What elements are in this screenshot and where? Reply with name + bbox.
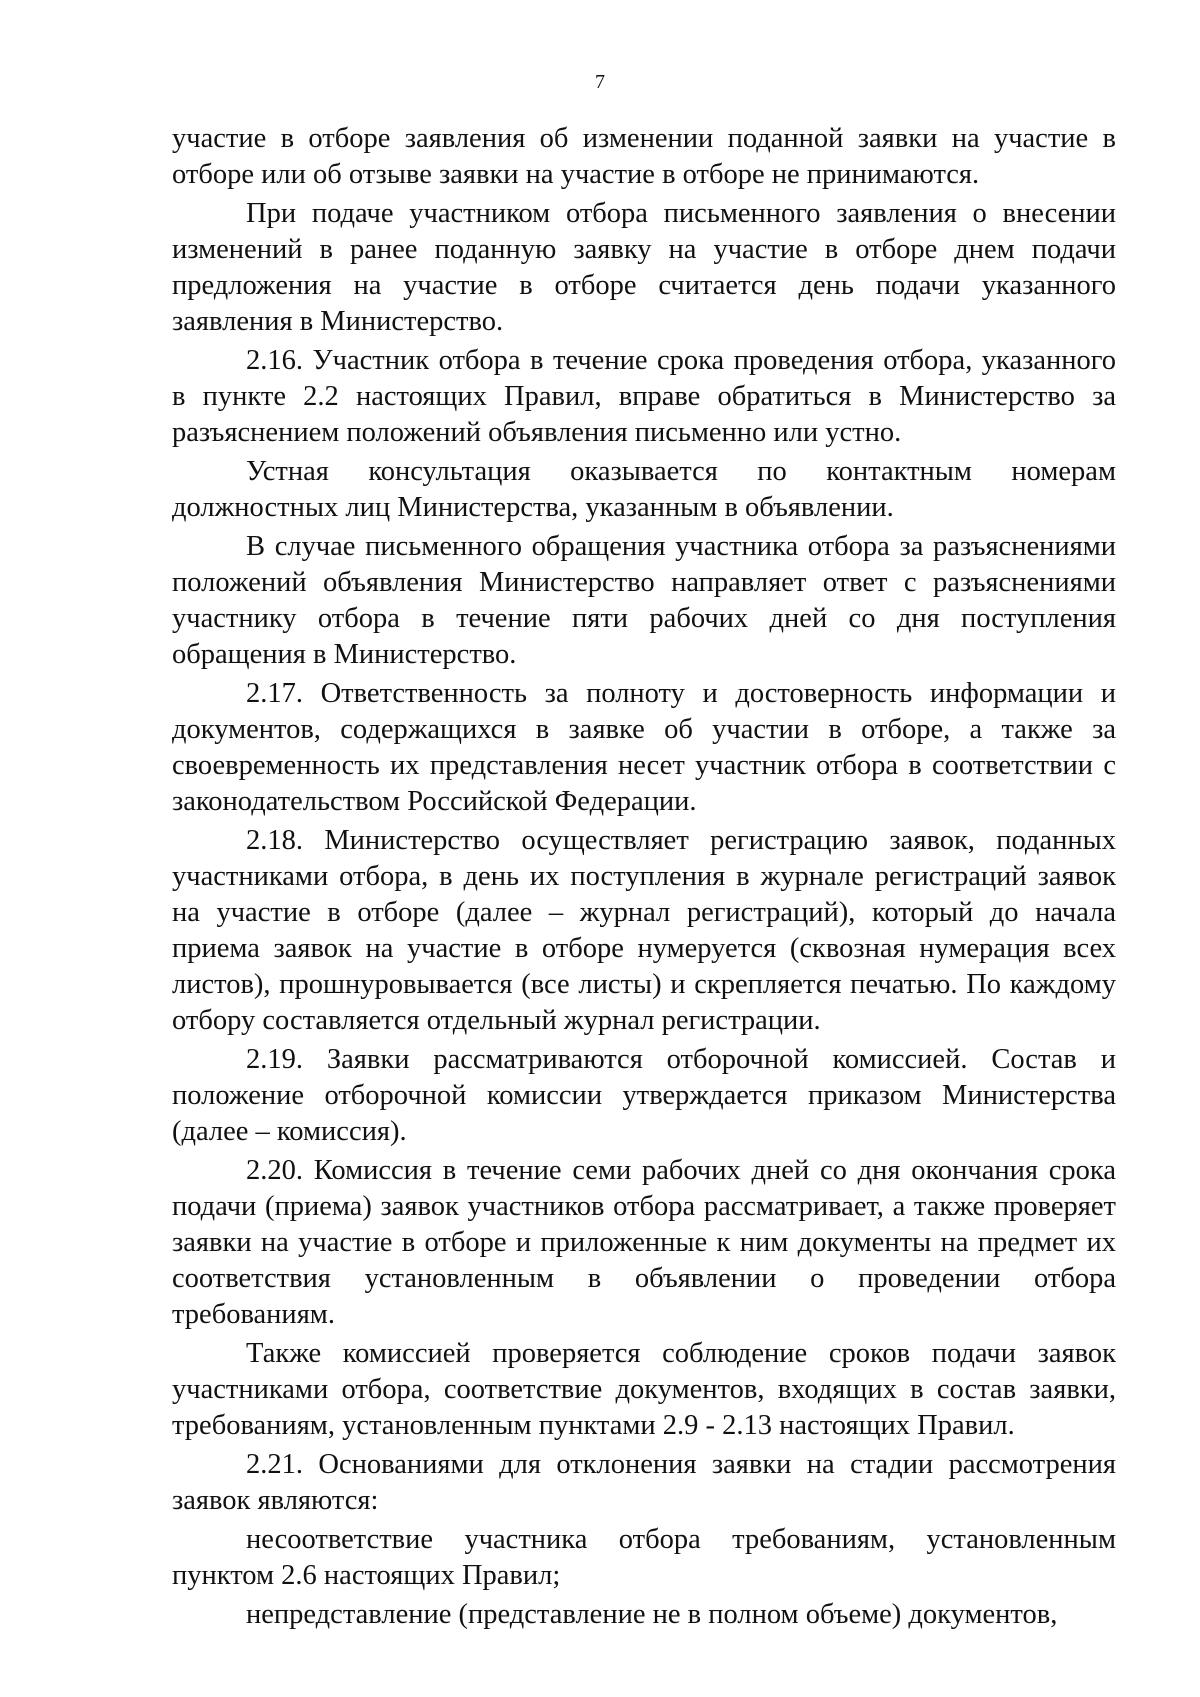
paragraph-rejection-reason-2: непредставление (представление не в полном объеме) документов, <box>246 1599 1058 1630</box>
document-body <box>172 121 1116 1633</box>
paragraph-oral-consultation: Устная консультация оказывается по контактным номерам должностных лиц Министерства, указанным в объявлении. <box>172 456 1116 523</box>
paragraph-written-inquiry: В случае письменного обращения участника отбора за разъяснениями положений объявления Министерство направляет ответ с разъяснениями участнику отбора в течение пяти рабочих дней со дня поступления обращения в Министерство. <box>172 531 1116 670</box>
paragraph-amendment-submission: При подаче участником отбора письменного заявления о внесении изменений в ранее поданную заявку на участие в отборе днем подачи предложения на участие в отборе считается день подачи указанного заявления в Министерство. <box>172 198 1116 337</box>
page-number: 7 <box>595 71 605 93</box>
paragraph-2-17: 2.17. Ответственность за полноту и достоверность информации и документов, содержащихся в заявке об участии в отборе, а также за своевременность их представления несет участник отбора в соответствии с законодательством Российской Федерации. <box>172 678 1116 817</box>
paragraph-continuation: участие в отборе заявления об изменении поданной заявки на участие в отборе или об отзыве заявки на участие в отборе не принимаются. <box>172 123 1116 190</box>
paragraph-rejection-reason-1: несоответствие участника отбора требованиям, установленным пунктом 2.6 настоящих Правил; <box>172 1524 1116 1591</box>
paragraph-2-20: 2.20. Комиссия в течение семи рабочих дней со дня окончания срока подачи (приема) заявок участников отбора рассматривает, а также проверяет заявки на участие в отборе и приложенные к ним документы на предмет их соответствия установленным в объявлении о проведении отбора требованиям. <box>172 1155 1116 1330</box>
paragraph-deadline-check: Также комиссией проверяется соблюдение сроков подачи заявок участниками отбора, соответствие документов, входящих в состав заявки, требованиям, установленным пунктами 2.9 - 2.13 настоящих Правил. <box>172 1338 1116 1441</box>
paragraph-2-18: 2.18. Министерство осуществляет регистрацию заявок, поданных участниками отбора, в день их поступления в журнале регистраций заявок на участие в отборе (далее – журнал регистраций), который до начала приема заявок на участие в отборе нумеруется (сквозная нумерация всех листов), прошнуровывается (все листы) и скрепляется печатью. По каждому отбору составляется отдельный журнал регистрации. <box>172 825 1116 1036</box>
paragraph-2-21: 2.21. Основаниями для отклонения заявки на стадии рассмотрения заявок являются: <box>172 1449 1116 1516</box>
paragraph-2-16: 2.16. Участник отбора в течение срока проведения отбора, указанного в пункте 2.2 настоящих Правил, вправе обратиться в Министерство за разъяснением положений объявления письменно или устно. <box>172 345 1116 448</box>
paragraph-2-19: 2.19. Заявки рассматриваются отборочной комиссией. Состав и положение отборочной комиссии утверждается приказом Министерства (далее – комиссия). <box>172 1044 1116 1147</box>
